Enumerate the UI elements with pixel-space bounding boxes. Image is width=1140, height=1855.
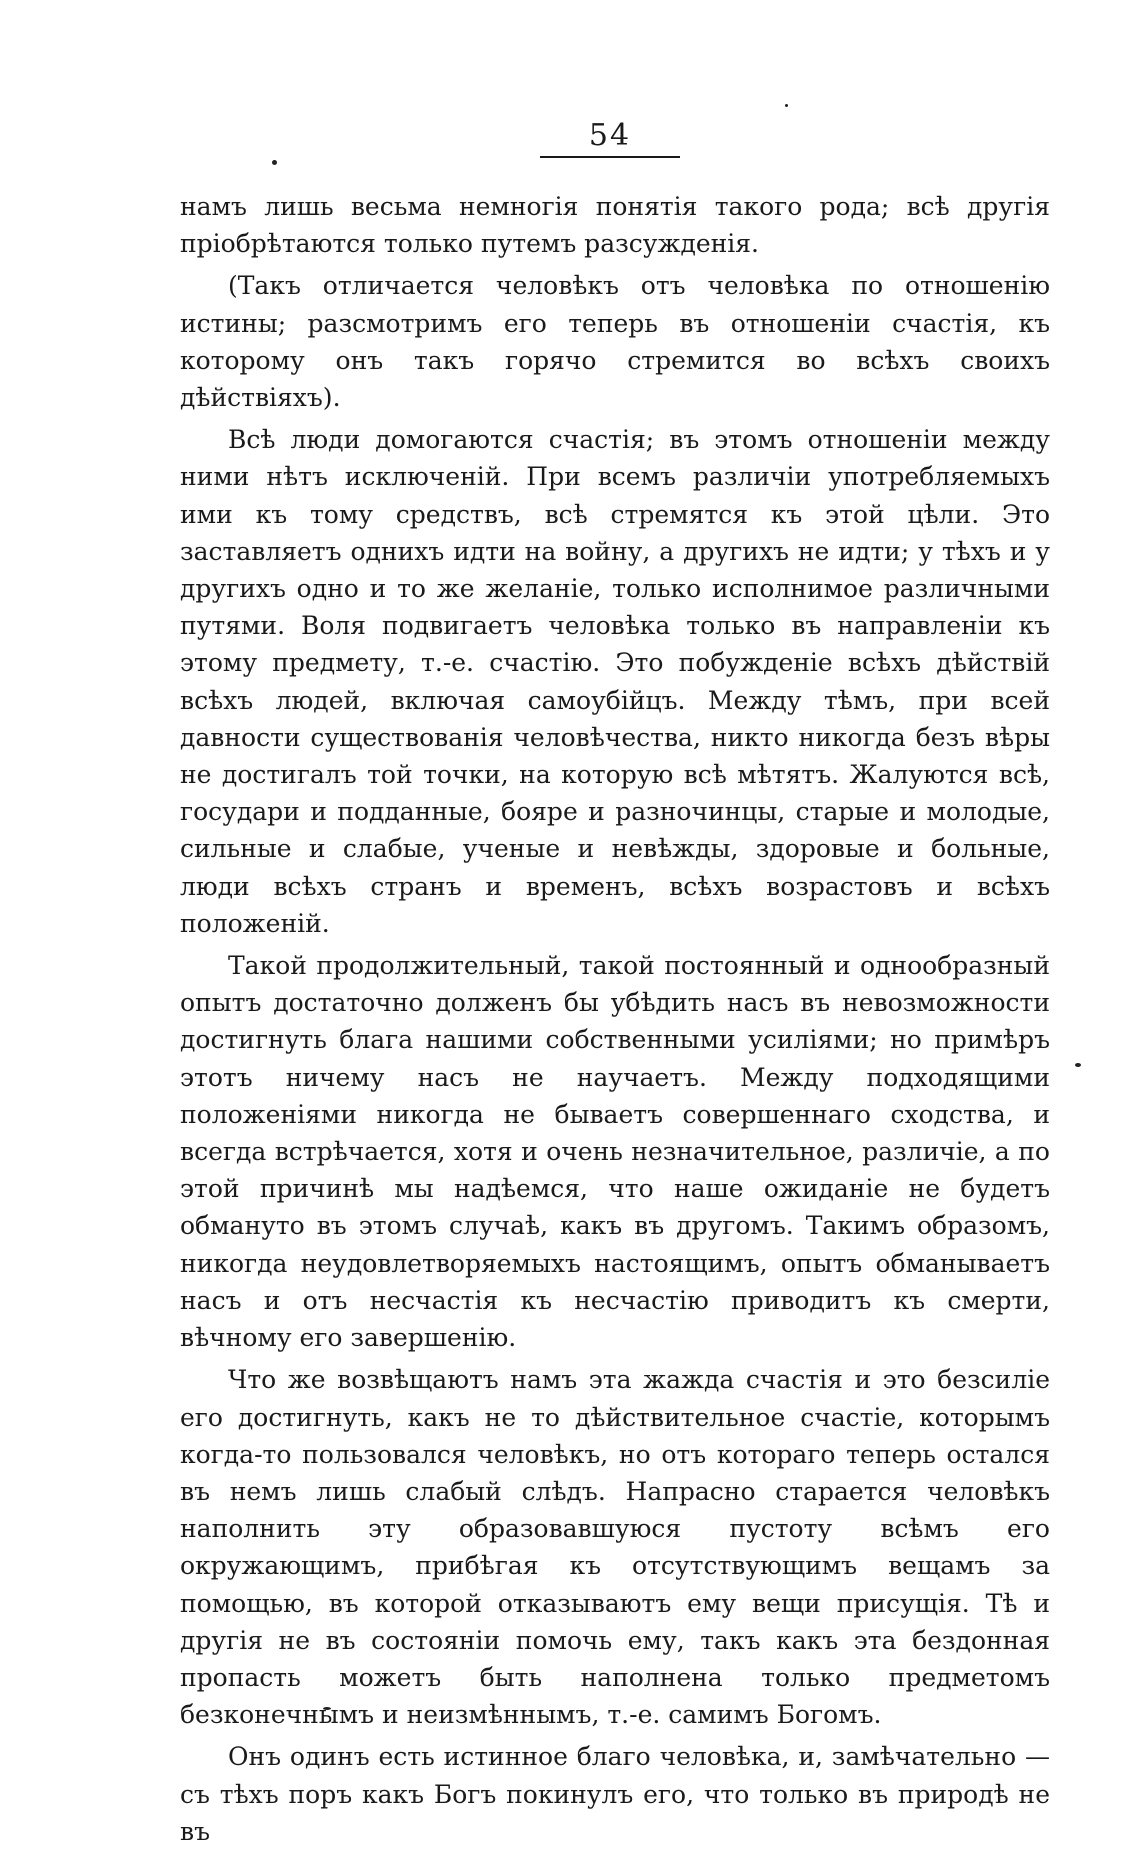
- body-text: [180, 188, 1050, 1855]
- paragraph: намъ лишь весьма немногія понятія такого рода; всѣ другія пріобрѣтаются только путемъ разсужденія.: [180, 192, 1050, 259]
- page-header: [540, 118, 680, 158]
- header-rule: [540, 156, 680, 158]
- paragraph: Всѣ люди домогаются счастія; въ этомъ отношеніи между ними нѣтъ исключеній. При всемъ различіи употребляемыхъ ими къ тому средствъ, всѣ стремятся къ этой цѣли. Это заставляетъ однихъ идти на войну, а другихъ не идти; у тѣхъ и у другихъ одно и то же желаніе, только исполнимое различными путями. Воля подвигаетъ человѣка только въ направленіи къ этому предмету, т.-е. счастію. Это побужденіе всѣхъ дѣйствій всѣхъ людей, включая самоубійцъ. Между тѣмъ, при всей давности существованія человѣчества, никто никогда безъ вѣры не достигалъ той точки, на которую всѣ мѣтятъ. Жалуются всѣ, государи и подданные, бояре и разночинцы, старые и молодые, сильные и слабые, ученые и невѣжды, здоровые и больные, люди всѣхъ странъ и временъ, всѣхъ возрастовъ и всѣхъ положеній.: [180, 425, 1050, 938]
- print-speck: [1075, 1063, 1081, 1067]
- paragraph: (Такъ отличается человѣкъ отъ человѣка по отношенію истины; разсмотримъ его теперь въ отношеніи счастія, къ которому онъ такъ горячо стремится во всѣхъ своихъ дѣйствіяхъ).: [180, 271, 1050, 413]
- paragraph: Что же возвѣщаютъ намъ эта жажда счастія и это безсиліе его достигнуть, какъ не то дѣйствительное счастіе, которымъ когда-то пользовался человѣкъ, но отъ котораго теперь остался въ немъ лишь слабый слѣдъ. Напрасно старается человѣкъ наполнить эту образовавшуюся пустоту всѣмъ его окружающимъ, прибѣгая къ отсутствующимъ вещамъ за помощью, въ которой отказываютъ ему вещи присущія. Тѣ и другія не въ состояніи помочь ему, такъ какъ эта бездонная пропасть можетъ быть наполнена только предметомъ безконечнымъ и неизмѣннымъ, т.-е. самимъ Богомъ.: [180, 1365, 1050, 1730]
- paragraph: Такой продолжительный, такой постоянный и однообразный опытъ достаточно долженъ бы убѣдить насъ въ невозможности достигнуть блага нашими собственными усиліями; но примѣръ этотъ ничему насъ не научаетъ. Между подходящими положеніями никогда не бываетъ совершеннаго сходства, и всегда встрѣчается, хотя и очень незначительное, различіе, а по этой причинѣ мы надѣемся, что наше ожиданіе не будетъ обмануто въ этомъ случаѣ, какъ въ другомъ. Такимъ образомъ, никогда неудовлетворяемыхъ настоящимъ, опытъ обманываетъ насъ и отъ несчастія къ несчастію приводитъ къ смерти, вѣчному его завершенію.: [180, 951, 1050, 1353]
- page-number: 54: [588, 118, 632, 153]
- paragraph: Онъ одинъ есть истинное благо человѣка, и, замѣчательно — съ тѣхъ поръ какъ Богъ покинулъ его, что только въ природѣ не въ: [180, 1742, 1050, 1846]
- print-speck: [272, 160, 277, 165]
- print-speck: [785, 104, 788, 107]
